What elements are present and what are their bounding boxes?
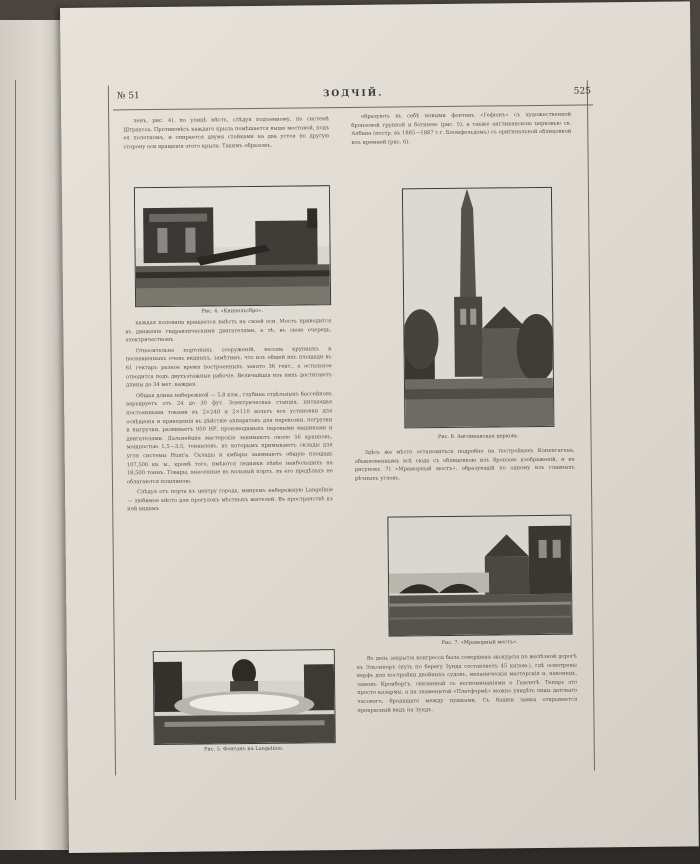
figure-5-fountain-photo [153, 649, 336, 745]
right-text-middle [355, 447, 576, 513]
previous-page-edge [0, 20, 69, 850]
figure-5-caption: Рис. 5. Фонтанъ на Langelinie. [203, 745, 284, 753]
journal-title: ЗОДЧІЙ. [322, 88, 384, 100]
bridge-photo-illustration [135, 186, 330, 306]
fountain-photo-illustration [154, 650, 335, 744]
journal-page [60, 1, 699, 853]
figure-4-caption: Рис. 4. «Книпельсбро». [201, 307, 263, 315]
church-photo-illustration [403, 188, 553, 428]
figure-7-marble-bridge-photo [387, 515, 572, 637]
figure-6-caption: Рис. 6. Англиканская церковь. [437, 433, 520, 441]
paragraph: Въ день закрытія конгресса была совершена экскурсія по желѣзной дорогѣ въ Эльсиноръ (путь по берегу Зунда составляетъ 45 килом.), гдѣ осмотрены верфь для постройки двойныхъ судовъ, механическія мастерскія и, наконецъ, замокъ Кронборгъ, связанный съ воспоминаніями о Гамлетѣ. Теперь это просто казармы, а на знаменитой «Платформѣ» можно увидѣть лишь датскаго часового, бродящаго между пушками. Съ башни замка открывается прекрасный видъ на Зундъ. [356, 653, 578, 714]
right-text-top [351, 111, 572, 177]
paragraph: Общая длина набережной — 5,8 клм., глубина отдѣльныхъ бассейновъ варьируетъ отъ 24 до 30 фут. Электрическая станція, питающая постоянными токами въ 2×240 и 2×110 вольтъ все установки для освѣщенія и приведенія въ дѣйствіе аппаратовъ для перевозки, погрузки и выгрузки, развиваетъ 950 НР, производимыхъ паровыми машинами и двигателями. Дальнейшія мастерскія занимаютъ около 56 кранновъ, мощностью 1,5—3,5, тонналовъ, къ которымъ примыкаютъ склады для угля системы Hunt'а. Склады и амбары занимаютъ общую площадь 107,500 кв. м., кромѣ того, имѣются ледники лѣвѣе наибольшихъ на 18,500 тоннъ. Товары, внесенные въ вольный портъ, въ его предѣлахъ не облагаются пошлиною. [126, 390, 333, 486]
figure-6-church-photo [402, 187, 555, 429]
issue-number: № 51 [116, 91, 140, 102]
left-text-body [125, 317, 335, 671]
right-text-bottom [357, 653, 578, 765]
figure-7-caption: Рис. 7. «Мраморный мостъ». [441, 639, 518, 647]
paragraph: ленъ, рис. 4), по улицѣ мѣсть, слѣдуя подъемному, по системѣ Штраусса. Противовѣсъ каждаго крыла помѣщается выше мостовой, подъ ея полотномъ, и опирается двумя стойками на два устоя по другую сторону оси вращенія этого крыла. Такимъ образомъ, [123, 116, 330, 151]
previous-page-rule [15, 80, 16, 800]
figure-4-bridge-photo [134, 185, 331, 307]
paragraph: образують въ себѣ новыми фонтанъ «Гефіонъ» съ художественной бронзовой группой и богинею (рис. 5), а также англиканскою церковью св. Албана (постр. въ 1885—1887 г.г. Бломфельдомъ) съ оригинальной облицовкой изъ кремней (рис. 6). [351, 111, 572, 146]
paragraph: Слѣдуя отъ порта къ центру города, минуемъ набережную Langelinie — любимое мѣсто для прогулокъ мѣстныхъ жителей. Въ пространствѣ къ ней видимъ [127, 487, 334, 513]
left-text-top [123, 115, 330, 183]
page-number: 525 [573, 86, 591, 97]
paragraph: Относительно портовыхъ сооруженій, весьма крупныхъ и посвященныхъ очень видныхъ, замѣтимъ, что изъ общей ихъ площади въ 61 гектаръ разное время построенныхъ занято 36 гект., а остальное отводится подъ двухъэтажные рабочіе. Величайшія изъ нихъ достигаютъ длины до 34 мет. каждая. [125, 345, 332, 389]
paragraph: Здѣсь же мѣсто остановиться подробно на постройкахъ Копенгагена, обыкновеннымъ всѣ сюда съ облицовкою изъ бронзою изображеній, и на рисунокъ 7) «Мраморный мостъ», образующій по одному изъ главныхъ рѣчныхъ угловъ. [354, 447, 575, 482]
paragraph: каждая половина вращается вмѣсть на своей оси. Мостъ приводится въ движеніе гидравлическими двигателями, а тѣ, въ свою очередь, электричествомъ. [125, 318, 332, 344]
marble-bridge-illustration [388, 516, 571, 636]
